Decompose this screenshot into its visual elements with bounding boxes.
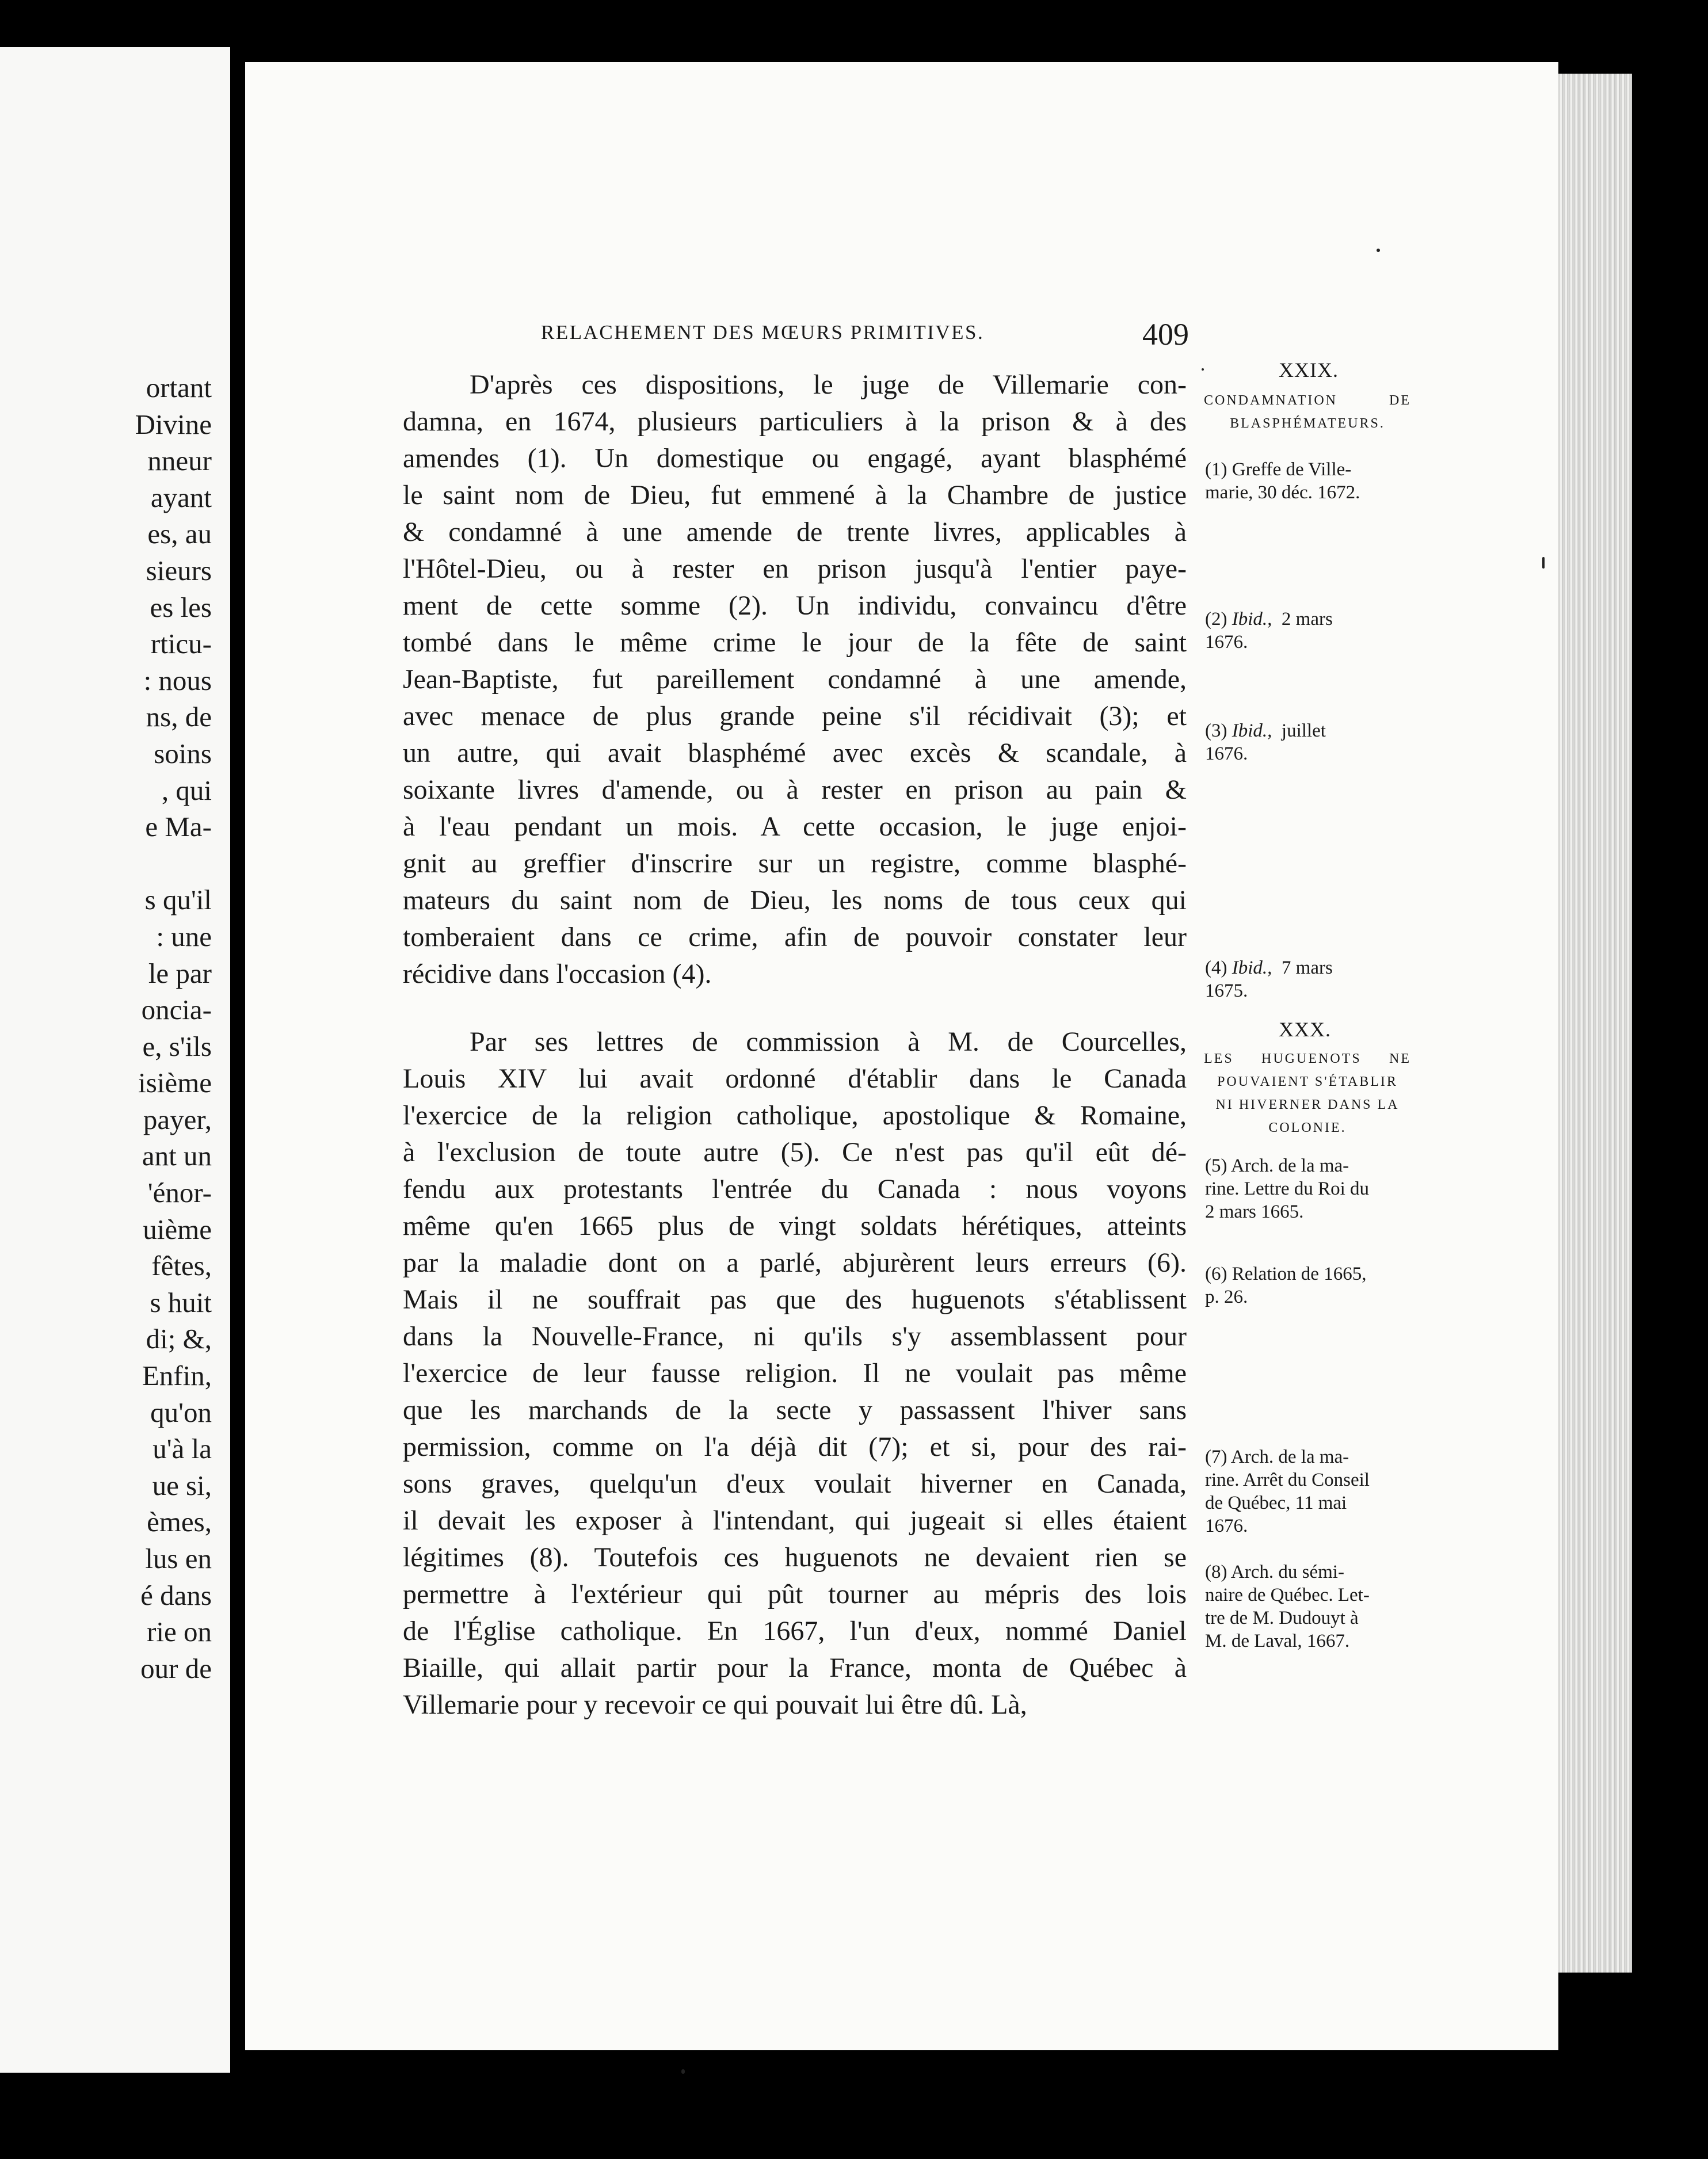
section-number-xxx: XXX.	[1279, 1018, 1331, 1041]
paragraph-gap	[403, 993, 1187, 1024]
text-line: permettre à l'extérieur qui pût tourner au mépris des lois	[403, 1579, 1187, 1609]
footnote-mark: (7)	[1205, 1447, 1227, 1467]
left-page-line: Divine	[135, 408, 212, 440]
text-line: Biaille, qui allait partir pour la France, monta de Québec à	[403, 1653, 1187, 1683]
section-title-xxx	[1204, 1047, 1411, 1139]
left-page-line: sieurs	[146, 554, 212, 586]
footnote-8	[1205, 1561, 1370, 1653]
left-page-line: nneur	[147, 445, 212, 477]
text-line: il devait les exposer à l'intendant, qui jugeait si elles étaient	[403, 1505, 1187, 1536]
left-page-line: Enfin,	[142, 1360, 212, 1392]
text-line: l'exercice de leur fausse religion. Il ne voulait pas même	[403, 1358, 1187, 1389]
left-page-line: uième	[143, 1213, 212, 1245]
section-title-line: POUVAIENT S'ÉTABLIR	[1217, 1074, 1398, 1089]
paper-speck	[681, 2069, 685, 2074]
left-page-line: oncia-	[141, 994, 212, 1026]
left-page-line: rie on	[147, 1616, 212, 1648]
left-page-line: qu'on	[150, 1396, 212, 1428]
text-line: récidive dans l'occasion (4).	[403, 959, 712, 989]
footnote-mark: (1)	[1205, 459, 1227, 480]
section-title-line: CONDAMNATION DE	[1204, 393, 1411, 408]
left-page-line: lus en	[145, 1543, 212, 1574]
text-line: tomberaient dans ce crime, afin de pouvoir constater leur	[403, 922, 1187, 952]
footnote-mark: (5)	[1205, 1155, 1227, 1176]
paper-speck	[1542, 557, 1545, 569]
section-title-line: LES HUGUENOTS NE	[1204, 1051, 1411, 1066]
left-page-line: es les	[150, 591, 212, 623]
footnote-mark: (8)	[1205, 1562, 1227, 1582]
section-title-xxix	[1204, 389, 1411, 435]
left-page-line: ayant	[150, 481, 212, 513]
footnote-6	[1205, 1262, 1366, 1309]
left-page-text-fragments	[135, 369, 212, 1687]
page-number: 409	[1142, 317, 1189, 352]
text-line: & condamné à une amende de trente livres, applicables à	[403, 517, 1187, 547]
footnote-2	[1205, 608, 1333, 654]
text-line: ment de cette somme (2). Un individu, convaincu d'être	[403, 590, 1187, 621]
left-page-line: e, s'ils	[142, 1030, 212, 1062]
footnote-text: Arch. de la ma- rine. Lettre du Roi du 2 mars 1665.	[1205, 1155, 1370, 1222]
footnote-text: Relation de 1665, p. 26.	[1205, 1264, 1367, 1307]
text-line: Par ses lettres de commission à M. de Courcelles,	[470, 1027, 1187, 1057]
paper-speck	[1202, 368, 1204, 371]
footnote-5	[1205, 1154, 1369, 1223]
text-line: à l'eau pendant un mois. A cette occasion, le juge enjoi-	[403, 811, 1187, 842]
footnote-text: 2 mars 1676.	[1205, 609, 1333, 653]
footnote-7	[1205, 1445, 1370, 1538]
left-page-line	[135, 845, 212, 882]
text-line: sons graves, quelqu'un d'eux voulait hiverner en Canada,	[403, 1468, 1187, 1499]
text-line: à l'exclusion de toute autre (5). Ce n'est pas qu'il eût dé-	[403, 1137, 1187, 1168]
footnote-3	[1205, 719, 1326, 765]
left-page-line: , qui	[161, 774, 212, 806]
left-page-line: s huit	[150, 1286, 212, 1318]
text-line: mateurs du saint nom de Dieu, les noms de tous ceux qui	[403, 885, 1187, 916]
left-page-line: 'énor-	[147, 1177, 212, 1209]
text-line: damna, en 1674, plusieurs particuliers à la prison & à des	[403, 406, 1187, 437]
paragraph	[403, 367, 1187, 993]
text-line: fendu aux protestants l'entrée du Canada : nous voyons	[403, 1174, 1187, 1204]
running-title: RELACHEMENT DES MŒURS PRIMITIVES.	[541, 321, 985, 344]
left-page-line: ns, de	[146, 701, 212, 733]
text-line: l'exercice de la religion catholique, apostolique & Romaine,	[403, 1100, 1187, 1131]
text-line: gnit au greffier d'inscrire sur un registre, comme blasphé-	[403, 848, 1187, 879]
footnote-4	[1205, 956, 1333, 1002]
footnote-text: Arch. du sémi- naire de Québec. Let- tre de M. Dudouyt à M. de Laval, 1667.	[1205, 1562, 1370, 1651]
text-line: dans la Nouvelle-France, ni qu'ils s'y assemblassent pour	[403, 1321, 1187, 1352]
text-line: Jean-Baptiste, fut pareillement condamné à une amende,	[403, 664, 1187, 695]
left-page-line: our de	[140, 1652, 212, 1684]
left-page-line: ortant	[146, 372, 212, 403]
paragraph	[403, 1024, 1187, 1723]
footnote-text: Greffe de Ville- marie, 30 déc. 1672.	[1205, 459, 1360, 503]
text-line: Villemarie pour y recevoir ce qui pouvait lui être dû. Là,	[403, 1689, 1027, 1720]
footnote-mark: (4)	[1205, 958, 1227, 978]
footnote-mark: (2)	[1205, 609, 1227, 630]
paper-speck	[1377, 249, 1380, 252]
text-line: soixante livres d'amende, ou à rester en prison au pain &	[403, 775, 1187, 805]
left-page-line: èmes,	[147, 1506, 212, 1538]
text-line: Mais il ne souffrait pas que des huguenots s'établissent	[403, 1284, 1187, 1315]
text-line: que les marchands de la secte y passassent l'hiver sans	[403, 1395, 1187, 1425]
text-line: avec menace de plus grande peine s'il récidivait (3); et	[403, 701, 1187, 731]
section-title-line: COLONIE.	[1268, 1120, 1347, 1135]
text-line: un autre, qui avait blasphémé avec excès & scandale, à	[403, 738, 1187, 768]
left-page-line: payer,	[143, 1103, 212, 1135]
footnote-ibid: Ibid.,	[1232, 609, 1272, 630]
footnote-text: Arch. de la ma- rine. Arrêt du Conseil de Québec, 11 mai 1676.	[1205, 1447, 1370, 1536]
left-page-line: : nous	[143, 664, 212, 696]
text-line: permission, comme on l'a déjà dit (7); et si, pour des rai-	[403, 1432, 1187, 1462]
section-title-line: NI HIVERNER DANS LA	[1215, 1097, 1400, 1112]
left-page-line: é dans	[140, 1579, 212, 1611]
left-page-line: rticu-	[150, 628, 212, 660]
text-line: même qu'en 1665 plus de vingt soldats hérétiques, atteints	[403, 1211, 1187, 1241]
left-page-line: le par	[148, 957, 212, 989]
left-page-line: di; &,	[146, 1323, 212, 1355]
section-title-line: BLASPHÉMATEURS.	[1230, 416, 1385, 431]
book-page-edges	[1558, 74, 1632, 1973]
footnote-mark: (6)	[1205, 1264, 1227, 1284]
left-page-line: fêtes,	[151, 1250, 212, 1282]
text-line: tombé dans le même crime le jour de la fête de saint	[403, 627, 1187, 658]
left-page-line: es, au	[147, 518, 212, 550]
left-page-edge	[0, 47, 230, 2073]
footnote-mark: (3)	[1205, 720, 1227, 741]
section-number-xxix: XXIX.	[1279, 358, 1339, 382]
text-line: de l'Église catholique. En 1667, l'un d'eux, nommé Daniel	[403, 1616, 1187, 1646]
text-line: Louis XIV lui avait ordonné d'établir dans le Canada	[403, 1063, 1187, 1094]
left-page-line: isième	[138, 1067, 212, 1099]
footnote-text: juillet 1676.	[1205, 720, 1326, 764]
footnote-ibid: Ibid.,	[1232, 720, 1272, 741]
text-line: D'après ces dispositions, le juge de Villemarie con-	[470, 369, 1187, 400]
left-page-line: e Ma-	[145, 811, 212, 843]
footnote-text: 7 mars 1675.	[1205, 958, 1333, 1001]
footnote-ibid: Ibid.,	[1232, 958, 1272, 978]
left-page-line: u'à la	[152, 1433, 212, 1465]
text-line: le saint nom de Dieu, fut emmené à la Chambre de justice	[403, 480, 1187, 510]
body-text	[403, 367, 1187, 1723]
left-page-line: ant un	[142, 1140, 212, 1172]
text-line: amendes (1). Un domestique ou engagé, ayant blasphémé	[403, 443, 1187, 474]
left-page-line: s qu'il	[144, 884, 212, 916]
page-header	[541, 316, 1191, 358]
text-line: légitimes (8). Toutefois ces huguenots ne devaient rien se	[403, 1542, 1187, 1573]
left-page-line: soins	[154, 737, 212, 769]
footnote-1	[1205, 458, 1360, 504]
text-line: l'Hôtel-Dieu, ou à rester en prison jusqu'à l'entier paye-	[403, 554, 1187, 584]
left-page-line: ue si,	[152, 1469, 212, 1501]
left-page-line: : une	[156, 920, 212, 952]
text-line: par la maladie dont on a parlé, abjurèrent leurs erreurs (6).	[403, 1248, 1187, 1278]
